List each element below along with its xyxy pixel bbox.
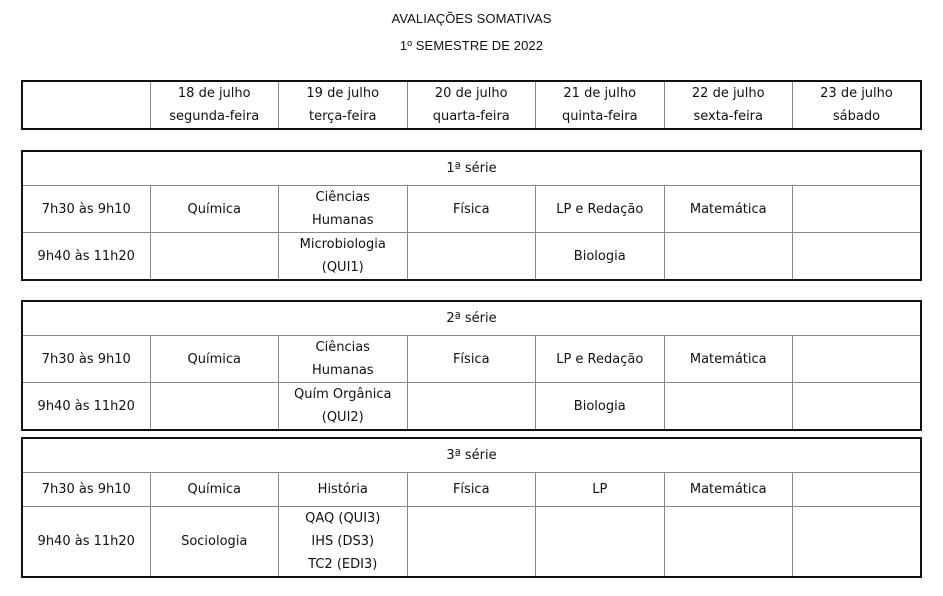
exam-subject: Física [452, 482, 490, 497]
exam-subject: Física [452, 201, 490, 217]
empty-cell [407, 507, 536, 578]
section-title-row [22, 438, 921, 473]
exam-cell [407, 336, 536, 383]
exam-cell [536, 383, 665, 431]
exam-subject: LP e Redação [556, 351, 644, 367]
schedule-row [22, 233, 921, 281]
exam-cell [664, 186, 793, 233]
schedule-row [22, 336, 921, 383]
day-weekday: sábado [832, 109, 881, 124]
exam-cell [279, 507, 408, 578]
exam-cell [536, 186, 665, 233]
exam-cell [150, 336, 279, 383]
schedule-table-2a-serie [21, 300, 922, 431]
exam-subject: LP [592, 482, 608, 497]
day-header-cell [150, 81, 279, 129]
exam-cell [664, 473, 793, 507]
exam-cell [150, 186, 279, 233]
empty-cell [150, 233, 279, 281]
day-date: 19 de julho [306, 86, 380, 101]
day-header-cell [536, 81, 665, 129]
exam-subject: Matemática [689, 351, 767, 367]
empty-cell [664, 233, 793, 281]
schedule-row [22, 507, 921, 578]
schedule-row [22, 383, 921, 431]
exam-cell [536, 233, 665, 281]
page-subtitle: 1º SEMESTRE DE 2022 [399, 38, 544, 53]
day-date: 23 de julho [820, 86, 893, 101]
exam-subject: Física [452, 351, 490, 367]
empty-cell [407, 383, 536, 431]
header-corner-cell [22, 81, 150, 129]
exam-subject: Química [187, 482, 241, 497]
exam-subject: Química [187, 201, 241, 217]
exam-subject: Biologia [573, 398, 626, 414]
day-weekday: quarta-feira [432, 109, 510, 124]
exam-subject: Química [187, 351, 241, 367]
time-slot-cell: 7h30 às 9h10 [22, 473, 150, 507]
exam-cell [536, 336, 665, 383]
day-header-cell [407, 81, 536, 129]
exam-subject: Humanas [311, 213, 374, 228]
exam-subject: História [317, 482, 368, 497]
exam-subject: TC2 (EDI3) [308, 557, 378, 572]
section-title-row [22, 151, 921, 186]
day-weekday: terça-feira [309, 109, 377, 124]
time-slot-cell: 7h30 às 9h10 [22, 186, 150, 233]
exam-cell [279, 473, 408, 507]
day-date: 18 de julho [177, 86, 251, 101]
days-header-row [22, 81, 921, 129]
empty-cell [793, 383, 922, 431]
time-slot-cell: 7h30 às 9h10 [22, 336, 150, 383]
day-date: 20 de julho [434, 86, 508, 101]
exam-cell [279, 336, 408, 383]
empty-cell [793, 336, 922, 383]
exam-subject: Ciências Humanas [311, 340, 374, 378]
exam-subject: Matemática [689, 201, 767, 217]
schedule-table-1a-serie [21, 150, 922, 281]
time-slot-cell: 9h40 às 11h20 [22, 233, 150, 281]
day-weekday: sexta-feira [693, 109, 763, 124]
page-title: AVALIAÇÕES SOMATIVAS [391, 11, 552, 26]
schedule-row [22, 473, 921, 507]
empty-cell [407, 233, 536, 281]
empty-cell [536, 507, 665, 578]
time-slot-cell: 9h40 às 11h20 [22, 507, 150, 578]
exam-cell [664, 336, 793, 383]
time-slot-cell: 9h40 às 11h20 [22, 383, 150, 431]
exam-subject: Biologia [573, 248, 626, 264]
exam-cell [279, 233, 408, 281]
section-title: 2ª série [22, 301, 921, 336]
day-weekday: segunda-feira [169, 109, 260, 124]
exam-cell [150, 473, 279, 507]
empty-cell [664, 507, 793, 578]
exam-cell [279, 186, 408, 233]
exam-subject: Sociologia [181, 534, 248, 549]
exam-cell [536, 473, 665, 507]
exam-subject: LP e Redação [556, 201, 644, 217]
exam-cell [407, 186, 536, 233]
days-header-table [21, 80, 922, 130]
exam-subject: Ciências [315, 190, 370, 205]
exam-subject: Quím Orgânica [294, 387, 392, 402]
day-date: 22 de julho [691, 86, 765, 101]
empty-cell [150, 383, 279, 431]
exam-subject: Matemática [689, 482, 767, 497]
exam-subject: (QUI1) [321, 260, 364, 275]
section-title-row [22, 301, 921, 336]
exam-subject: Microbiologia [299, 237, 386, 252]
day-date: 21 de julho [563, 86, 637, 101]
empty-cell [793, 233, 922, 281]
exam-subject: (QUI2) [321, 410, 364, 425]
schedule-row [22, 186, 921, 233]
empty-cell [793, 507, 922, 578]
exam-subject: QAQ (QUI3) [305, 511, 381, 526]
section-title: 1ª série [22, 151, 921, 186]
day-header-cell [279, 81, 408, 129]
exam-subject: IHS (DS3) [311, 534, 375, 549]
exam-cell [407, 473, 536, 507]
day-header-cell [793, 81, 922, 129]
section-title: 3ª série [22, 438, 921, 473]
day-header-cell [664, 81, 793, 129]
day-weekday: quinta-feira [561, 109, 638, 124]
schedule-table-3a-serie [21, 437, 922, 578]
exam-cell [279, 383, 408, 431]
empty-cell [793, 473, 922, 507]
empty-cell [664, 383, 793, 431]
empty-cell [793, 186, 922, 233]
exam-cell [150, 507, 279, 578]
